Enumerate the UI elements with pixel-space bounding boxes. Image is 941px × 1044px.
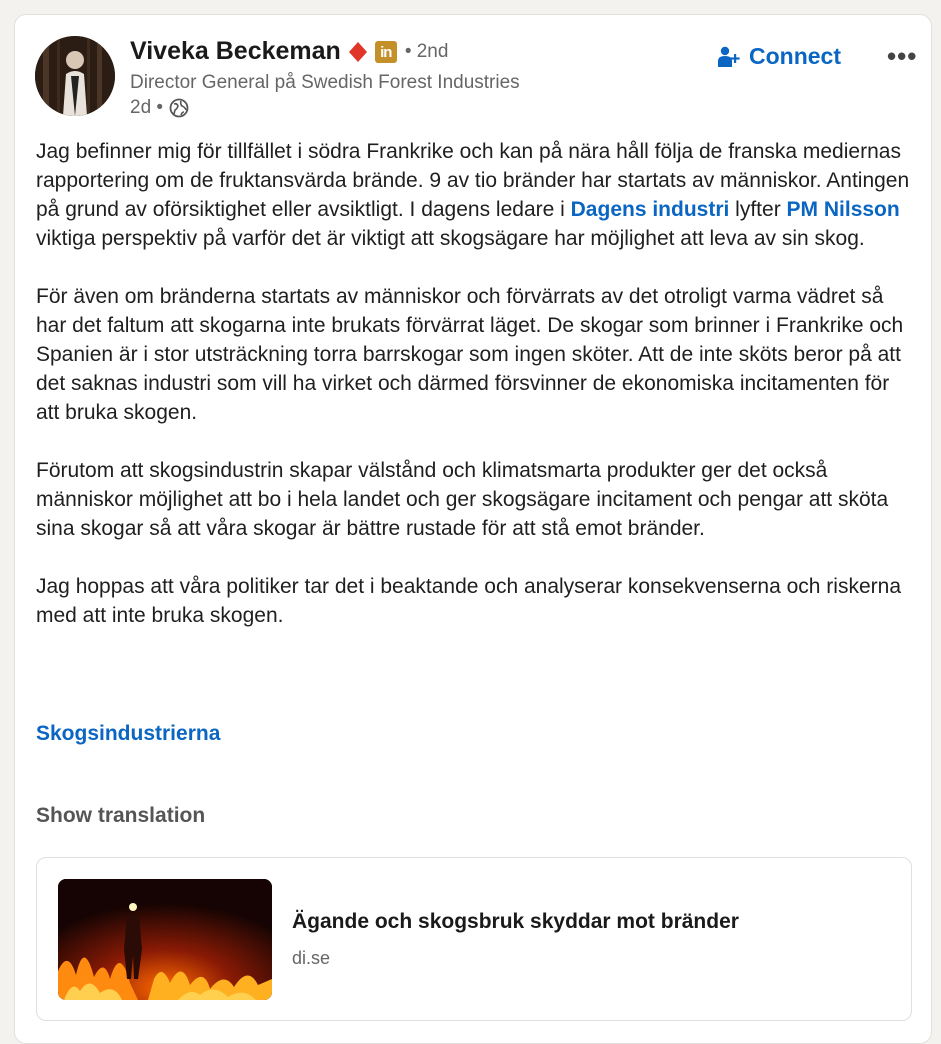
linkedin-premium-icon: in <box>375 41 397 63</box>
article-domain: di.se <box>292 948 331 968</box>
avatar-photo <box>35 36 115 116</box>
post-paragraph-4: Jag hoppas att våra politiker tar det i beaktande och analyserar konsekvenserna och riskerna med att inte bruka skogen. <box>36 575 901 627</box>
show-translation-button[interactable]: Show translation <box>36 804 206 827</box>
mention-dagens-industri[interactable]: Dagens industri <box>570 198 730 221</box>
connect-button[interactable] <box>717 43 841 70</box>
more-options-icon[interactable]: ••• <box>887 41 918 71</box>
connect-label: Connect <box>749 43 841 69</box>
diamond-icon <box>347 41 369 63</box>
mention-pm-nilsson[interactable]: PM Nilsson <box>786 198 900 221</box>
mention-skogsindustrierna[interactable]: Skogsindustrierna <box>36 722 221 745</box>
article-title: Ägande och skogsbruk skyddar mot bränder <box>292 910 739 933</box>
post-text: Jag befinner mig för tillfället i södra Frankrike och kan på nära håll följa de franska mediernas rapportering om de fruktansvärda brände. 9 av tio bränder har startats av människor. Antingen på grund av oförsiktighet eller avsiktligt. I dagens ledare i <box>36 140 910 221</box>
post-paragraph-1 <box>36 137 916 253</box>
post-body <box>36 137 916 659</box>
post-text: lyfter <box>729 198 787 221</box>
fire-image <box>58 879 272 1000</box>
post-text: viktiga perspektiv på varför det är viktigt att skogsägare har möjlighet att leva av sin skog. <box>36 227 865 250</box>
add-person-icon <box>717 45 741 69</box>
feed-post-card <box>14 14 932 1044</box>
author-headline: Director General på Swedish Forest Industries <box>130 72 520 93</box>
article-link-preview[interactable] <box>36 857 912 1021</box>
author-name[interactable]: Viveka Beckeman <box>130 37 341 65</box>
post-paragraph-2: För även om bränderna startats av människor och förvärrats av det otroligt varma vädret så har det faltum att skogarna inte brukats förvärrat läget. De skogar som brinner i Frankrike och Spanien är i stor utsträckning torra barrskogar som ingen sköter. Att de inte sköts beror på att det saknas industri som vill ha virket och därmed försvinner de ekonomiska incitamenten för att bruka skogen. <box>36 285 904 424</box>
article-thumbnail <box>58 879 272 1000</box>
globe-icon <box>169 98 189 118</box>
author-avatar[interactable] <box>35 36 115 116</box>
post-time: 2d • <box>130 97 164 118</box>
post-meta <box>130 97 189 119</box>
post-paragraph-3: Förutom att skogsindustrin skapar välstånd och klimatsmarta produkter ger det också människor möjlighet att bo i hela landet och ger skogsägare incitament och pengar att sköta sina skogar så att våra skogar är bättre rustade för att stå emot bränder. <box>36 459 889 540</box>
connection-degree: • 2nd <box>404 40 449 62</box>
author-name-row <box>130 37 448 66</box>
